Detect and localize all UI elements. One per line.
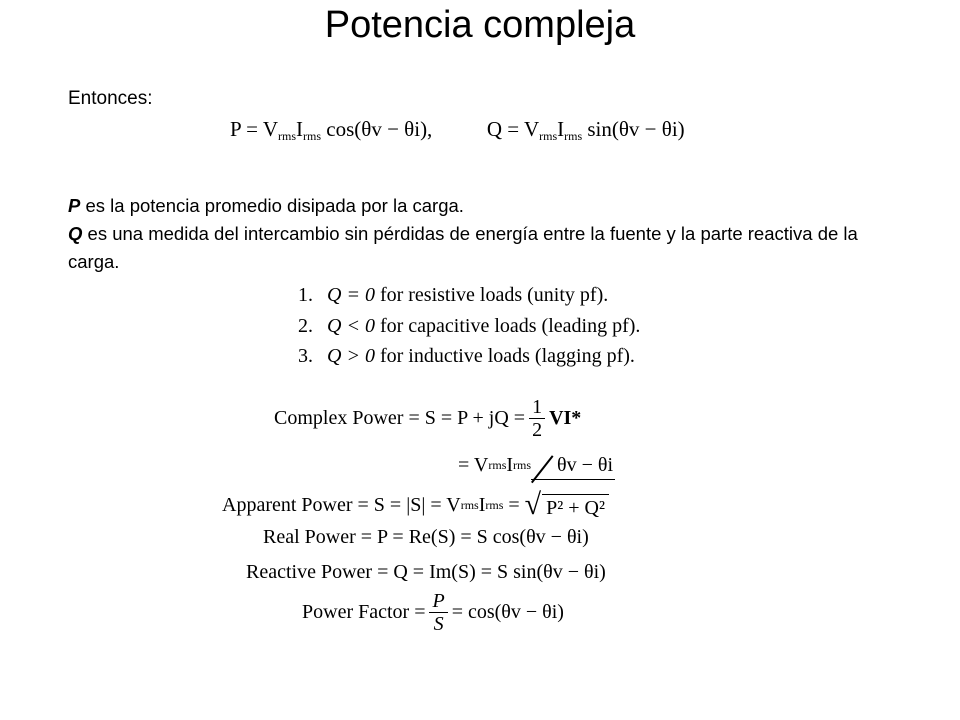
list-item-text: for inductive loads (lagging pf). xyxy=(379,345,635,367)
list-item-text: for resistive loads (unity pf). xyxy=(379,284,609,306)
p-rms-v: rms xyxy=(278,129,297,143)
page-title: Potencia compleja xyxy=(324,4,636,46)
apparent-rms-v: rms xyxy=(460,497,479,512)
reactive-power-label: Reactive Power xyxy=(246,561,373,583)
sqrt-content: P² + Q² xyxy=(542,494,609,520)
complex-power-expr: = S = P + jQ = xyxy=(408,407,526,429)
list-item-text: for capacitive loads (leading pf). xyxy=(379,314,641,337)
pq-equation xyxy=(230,117,685,144)
complex-power-equation xyxy=(274,396,581,441)
reactive-power-expr: = Q = Im(S) = S sin(θv − θi) xyxy=(377,561,606,583)
list-item xyxy=(298,311,640,342)
polar-rms-i: rms xyxy=(513,458,532,472)
apparent-i: I xyxy=(478,493,486,516)
polar-rms-v: rms xyxy=(488,458,507,472)
power-factor-equation xyxy=(302,590,564,635)
power-factor-eq: = xyxy=(414,601,426,623)
list-item-condition: Q < 0 xyxy=(327,314,375,337)
apparent-eq: = xyxy=(508,493,520,516)
definition-p-text: es la potencia promedio disipada por la carga. xyxy=(80,195,464,216)
power-factor-label: Power Factor xyxy=(302,601,410,623)
definition-p-symbol: P xyxy=(68,195,81,216)
apparent-power-equation xyxy=(222,490,609,520)
sqrt-expression: √ P² + Q² xyxy=(525,490,609,520)
pf-fraction xyxy=(429,590,447,635)
apparent-power-expr: = S = |S| = V xyxy=(357,493,461,516)
q-eq-right: sin(θv − θi) xyxy=(587,117,685,141)
power-factor-rhs: = cos(θv − θi) xyxy=(451,601,564,623)
polar-prefix: = V xyxy=(458,454,489,476)
list-item xyxy=(298,280,640,311)
half-denominator: 2 xyxy=(532,419,543,441)
intro-text: Entonces: xyxy=(68,88,153,109)
definition-q xyxy=(68,220,908,276)
apparent-power-label: Apparent Power xyxy=(222,493,353,516)
condition-list xyxy=(298,280,640,372)
p-eq-left: P = V xyxy=(230,117,279,141)
complex-power-label: Complex Power xyxy=(274,407,404,429)
q-rms-v: rms xyxy=(539,129,558,143)
real-power-expr: = P = Re(S) = S cos(θv − θi) xyxy=(360,526,589,548)
p-rms-i: rms xyxy=(303,129,322,143)
angle-symbol xyxy=(531,454,613,477)
p-eq-right: cos(θv − θi), xyxy=(326,117,433,141)
list-item-condition: Q > 0 xyxy=(327,345,375,367)
q-rms-i: rms xyxy=(564,129,583,143)
list-item-number: 2. xyxy=(298,314,313,337)
real-power-label: Real Power xyxy=(263,526,356,548)
definition-p xyxy=(68,192,908,220)
polar-equation xyxy=(458,454,613,477)
pf-denominator: S xyxy=(433,613,444,635)
vi-conjugate: VI* xyxy=(549,407,582,429)
apparent-rms-i: rms xyxy=(485,497,504,512)
list-item-number: 1. xyxy=(298,284,313,306)
list-item-condition: Q = 0 xyxy=(327,284,375,306)
pf-numerator: P xyxy=(429,590,447,613)
half-fraction xyxy=(529,396,545,441)
reactive-power-equation xyxy=(246,561,606,584)
definition-q-text: es una medida del intercambio sin pérdidas de energía entre la fuente y la parte reactiva de la carga. xyxy=(68,223,858,272)
definitions xyxy=(68,192,908,276)
list-item xyxy=(298,341,640,372)
q-eq-mid: I xyxy=(557,117,565,141)
p-eq-mid: I xyxy=(296,117,304,141)
half-numerator: 1 xyxy=(529,396,545,419)
real-power-equation xyxy=(263,526,589,549)
polar-i: I xyxy=(506,454,514,476)
angle-value: θv − θi xyxy=(557,454,614,476)
list-item-number: 3. xyxy=(298,345,313,367)
q-eq-left: Q = V xyxy=(486,117,540,141)
definition-q-symbol: Q xyxy=(68,223,83,244)
